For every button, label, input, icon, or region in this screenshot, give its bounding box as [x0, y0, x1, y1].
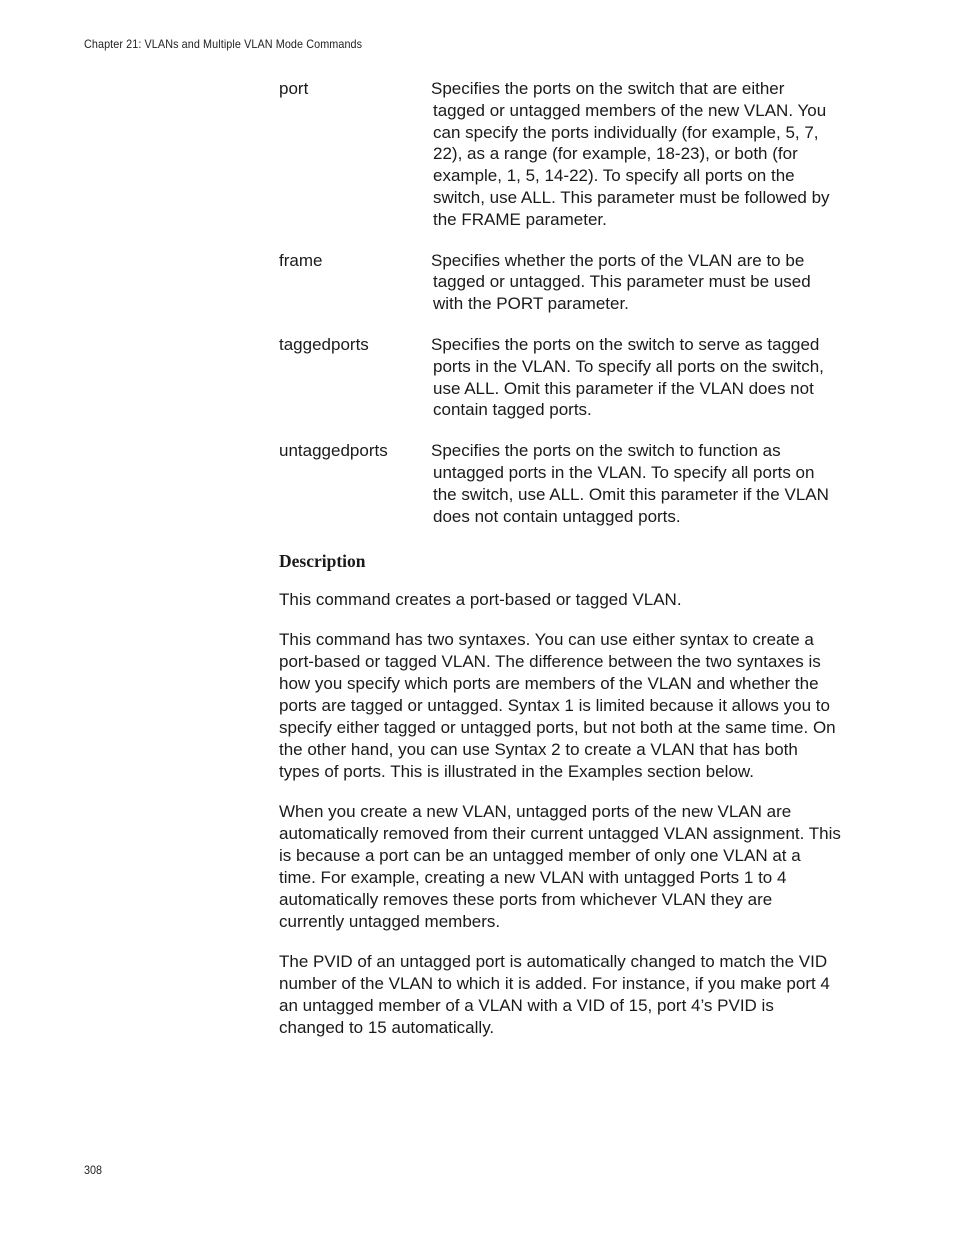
body-paragraph: This command creates a port-based or tagged VLAN. — [279, 590, 682, 609]
running-header: Chapter 21: VLANs and Multiple VLAN Mode Commands — [84, 37, 363, 51]
section-heading-description: Description — [279, 551, 366, 571]
parameter-row-taggedports — [279, 334, 841, 421]
parameter-description: Specifies whether the ports of the VLAN are to be tagged or untagged. This parameter must be used with the PORT parameter. — [431, 250, 811, 314]
parameter-row-port — [279, 78, 841, 231]
body-paragraph: When you create a new VLAN, untagged ports of the new VLAN are automatically removed from their current untagged VLAN assignment. This is because a port can be an untagged member of only one VLAN at a time. For example, creating a new VLAN with untagged Ports 1 to 4 automatically removes these ports from whichever VLAN they are currently untagged members. — [279, 802, 841, 931]
parameter-name: untaggedports — [279, 441, 388, 461]
parameter-row-untaggedports — [279, 440, 841, 527]
parameter-name: port — [279, 79, 309, 98]
parameter-name: frame — [279, 250, 323, 270]
parameter-list — [279, 78, 841, 546]
page-number: 308 — [84, 1163, 103, 1177]
parameter-description: Specifies the ports on the switch that are either tagged or untagged members of the new VLAN. You can specify the ports individually (for example, 5, 7, 22), as a range (for example, 18-23), or both (for example, 1, 5, 14-22). To specify all ports on the switch, use ALL. This parameter must be followed by the FRAME parameter. — [431, 79, 830, 229]
description-body — [279, 589, 841, 1057]
parameter-description: Specifies the ports on the switch to serve as tagged ports in the VLAN. To specify all ports on the switch, use ALL. Omit this parameter if the VLAN does not contain tagged ports. — [431, 334, 824, 420]
parameter-description: Specifies the ports on the switch to function as untagged ports in the VLAN. To specify all ports on the switch, use ALL. Omit this parameter if the VLAN does not contain untagged ports. — [431, 441, 829, 526]
body-paragraph: The PVID of an untagged port is automatically changed to match the VID number of the VLAN to which it is added. For instance, if you make port 4 an untagged member of a VLAN with a VID of 15, port 4’s PVID is changed to 15 automatically. — [279, 952, 830, 1037]
parameter-name: taggedports — [279, 334, 369, 354]
parameter-row-frame — [279, 250, 841, 315]
body-paragraph: This command has two syntaxes. You can use either syntax to create a port-based or tagged VLAN. The difference between the two syntaxes is how you specify which ports are members of the VLAN and whether the ports are tagged or untagged. Syntax 1 is limited because it allows you to specify either tagged or untagged ports, but not both at the same time. On the other hand, you can use Syntax 2 to create a VLAN that has both types of ports. This is illustrated in the Examples section below. — [279, 630, 836, 781]
